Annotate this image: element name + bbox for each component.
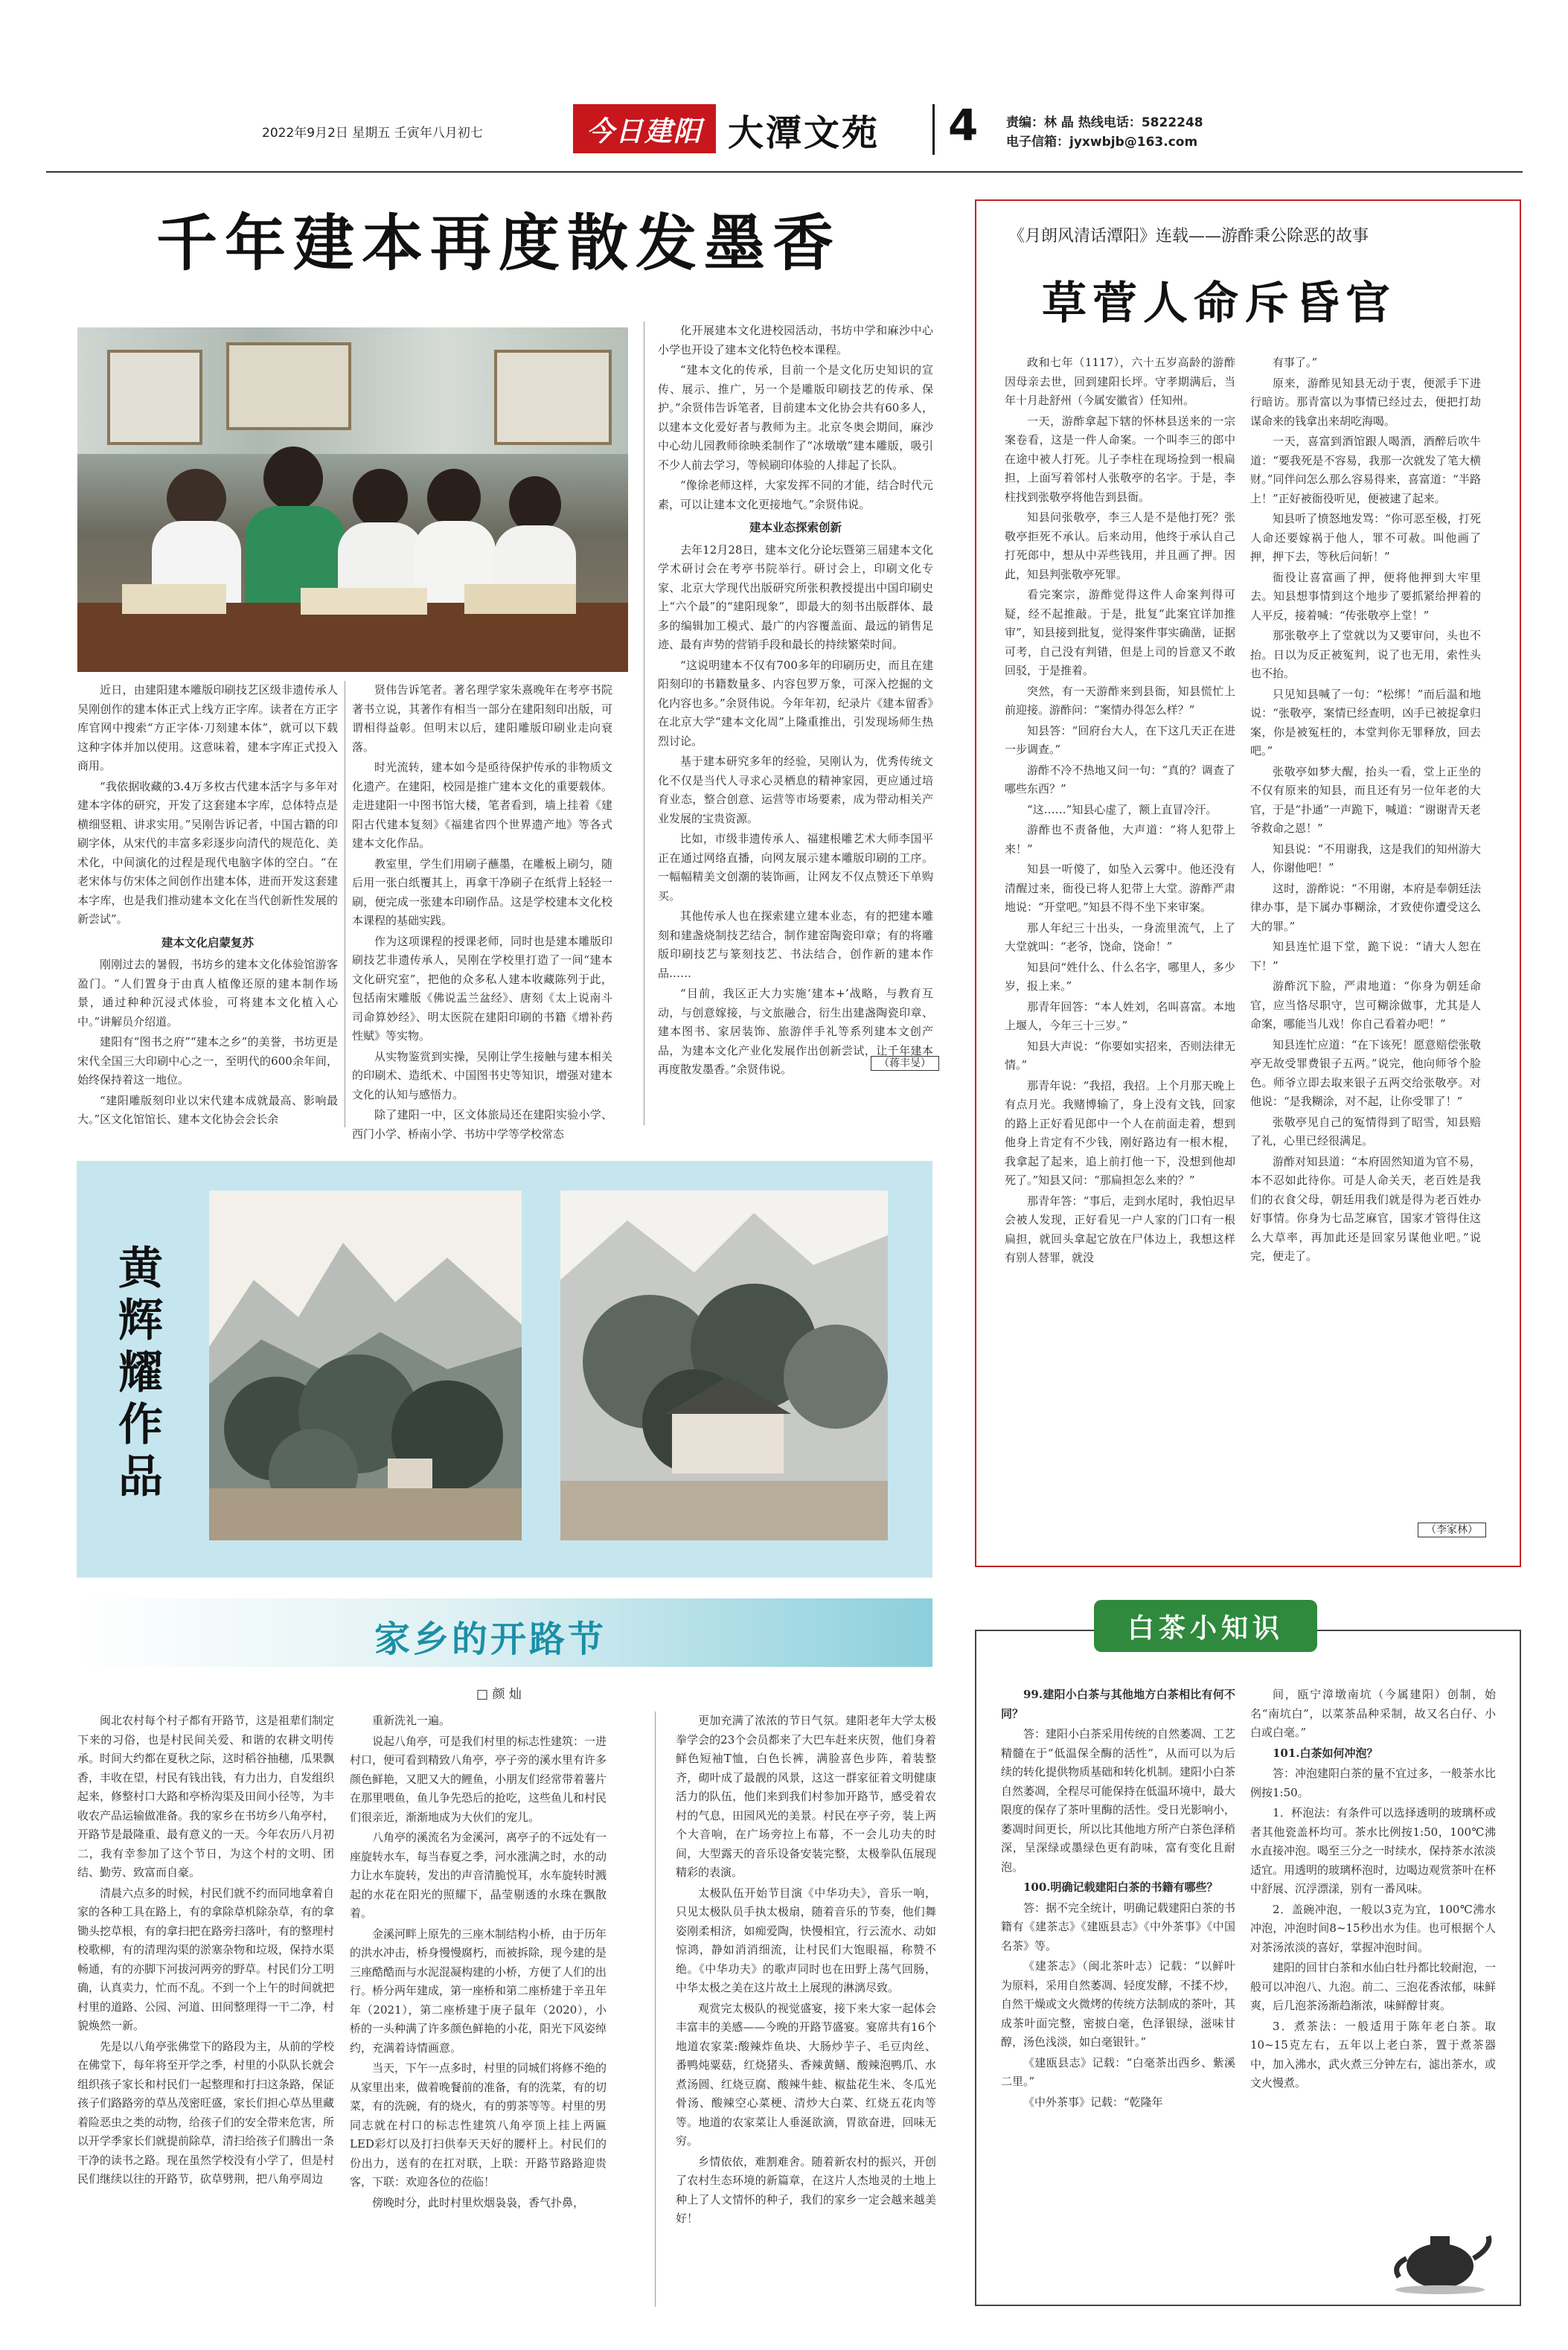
tea-answer: 答：建阳小白茶采用传统的自然萎凋、工艺精髓在于“低温保全酶的活性”，从而可以为后续的转化提供物质基础和转化机制。建阳小白茶自然萎凋，全程尽可能保持在低温环境中，最大限度的保存了茶叶里酶的活性。受日光影响小，萎凋时间更长，所以比其他地方所产白茶色泽稍深，呈深绿或墨绿色更有韵味，富有变化且耐泡。 bbox=[1001, 1727, 1236, 1874]
essay-author: □ 颜 灿 bbox=[476, 1687, 522, 1702]
paragraph: 那青年回答：“本人姓刘，名叫喜富。本地上堰人，今年三十三岁。” bbox=[1005, 999, 1235, 1032]
paragraph: “建本文化的传承，目前一个是文化历史知识的宣传、展示、推广，另一个是雕版印刷技艺的传承、保护。”余贤伟告诉笔者，目前建本文化协会共有60多人，以建本文化爱好者与教师为主。北京冬奥会期间，麻沙中心幼儿园教师徐映柔制作了“冰墩墩”建本雕版，吸引不少人前去学习，等候刷印体验的人排起了长队。 bbox=[658, 363, 933, 472]
paragraph: 知县说：“不用谢我，这是我们的知州游大人，你谢他吧！” bbox=[1250, 842, 1481, 874]
paragraph: 这时，游酢说：“不用谢，本府是奉朝廷法律办事，是下属办事糊涂，才致使你遭受这么大的罪。” bbox=[1250, 881, 1481, 933]
paragraph: 清晨六点多的时候，村民们就不约而同地拿着自家的各种工具在路上，有的拿除草机除杂草，有的拿锄头挖草根，有的拿扫把在路旁扫落叶，有的整理村校歌柳，有的清理沟渠的淤塞杂物和垃圾，保持水渠畅通，有的亦脚下河拔河两旁的野草。村民们分工明确，认真卖力，忙而不乱。不到一个上午的时间就把村里的道路、公园、河道、田间整理得一干二净，村貌焕然一新。 bbox=[77, 1886, 335, 2032]
paragraph: 八角亭的溪流名为金溪河，离亭子的不远处有一座旋转水车，每当春夏之季，河水涨满之时，水的动力让水车旋转，发出的声音清脆悦耳，水车旋转时溅起的水花在阳光的照耀下，晶莹剔透的水珠在飘散着。 bbox=[350, 1831, 607, 1920]
paragraph: 一天，游酢拿起下辖的怀林县送来的一宗案卷看，这是一件人命案。一个叫李三的郎中在途中被人打死。儿子李柱在现场捡到一根扁担，上面写着邻村人张敬亭的名字。于是，李柱找到张敬亭将他告到县衙。 bbox=[1005, 414, 1235, 504]
paragraph: 其他传承人也在探索建立建本业态，有的把建本雕刻和建盏烧制技艺结合，制作建窑陶瓷印章；有的将雕版印刷技艺与篆刻技艺、书法结合，创作新的建本作品…… bbox=[658, 909, 933, 980]
paragraph: 化开展建本文化进校园活动，书坊中学和麻沙中心小学也开设了建本文化特色校本课程。 bbox=[658, 324, 933, 356]
serial-series-title: 《月朗风清话潭阳》连载——游酢秉公除恶的故事 bbox=[1008, 227, 1369, 246]
serial-col1 bbox=[1005, 353, 1235, 1552]
masthead-divider bbox=[932, 104, 935, 155]
article1-subhead-1: 建本文化启蒙复苏 bbox=[161, 935, 254, 950]
tea-banner bbox=[1094, 1600, 1317, 1652]
tea-answer: 建阳的回甘白茶和水仙白牡丹都比较耐泡，一般可以冲泡八、九泡。前二、三泡花香浓郁，味鲜爽，后几泡茶汤渐趋渐浓，味鲜醇甘爽。 bbox=[1250, 1961, 1497, 2012]
main-headline: 千年建本再度散发墨香 bbox=[156, 208, 842, 279]
masthead-date: 2022年9月2日 星期五 壬寅年八月初七 bbox=[262, 126, 483, 141]
paragraph: 知县连忙应道：“在下该死！愿意赔偿张敬亭无故受罪费银子五两。”说完，他向师爷个脸色。师爷立即去取来银子五两交给张敬亭。对他说：“是我糊涂，对不起，让你受罪了！” bbox=[1250, 1037, 1481, 1108]
article1-col1 bbox=[77, 681, 338, 1127]
masthead-rule bbox=[46, 171, 1523, 173]
essay-col2 bbox=[350, 1712, 607, 2307]
paragraph: 教室里，学生们用刷子蘸墨，在雕板上刷匀，随后用一张白纸覆其上，再拿干净刷子在纸背上轻轻一刷，便完成一张建本印刷作品。这是学校建本文化校本课程的基础实践。 bbox=[352, 857, 612, 927]
paragraph: 更加充满了浓浓的节日气氛。建阳老年大学太极拳学会的23个会员都来了大巴车赶来庆贺，他们身着鲜色短袖T恤，白色长裤，满脸喜色步阵，着装整齐，砌叶成了最靓的风景，这这一群家征着文明健康活力的队伍，他们来到我们村参加开路节，感受着农村的气息，田园风光的美景。村民在亭子旁，装上两个大音响，在广场旁拉上布幕，不一会儿功夫的时间，大型露天的音乐设备安装完整，太极拳队伍展现精彩的表演。 bbox=[676, 1714, 936, 1879]
paragraph: 近日，由建阳建本雕版印刷技艺区级非遗传承人吴刚创作的建本体正式上线方正字库。读者在方正字库官网中搜索“方正字体·刀刻建本体”，就可以下载这种字体并加以使用。这意味着，建本字库正式投入商用。 bbox=[77, 683, 338, 772]
paragraph: “像徐老师这样，大家发挥不同的才能，结合时代元素，可以让建本文化更接地气。”余贤伟说。 bbox=[658, 478, 933, 511]
article1-col3-text bbox=[658, 321, 933, 514]
article1-col1b-text bbox=[77, 955, 338, 1130]
section-name: 大潭文苑 bbox=[728, 112, 880, 154]
essay-col1 bbox=[77, 1712, 334, 2307]
email-info: 电子信箱：jyxwbjb@163.com bbox=[1006, 135, 1198, 150]
newspaper-logo bbox=[573, 104, 716, 153]
paragraph: 去年12月28日，建本文化分论坛暨第三届建本文化学术研讨会在考亭书院举行。研讨会上，印刷文化专家、北京大学现代出版研究所张积教授提出中国印刷史上“六个最”的“建阳现象”，即最大的刻书出版群体、最多的编辑加工模式、最广的内容覆盖面、最远的销售足迹、最有声势的营销手段和最长的持续繁荣时间。 bbox=[658, 542, 933, 651]
essay-banner bbox=[77, 1598, 932, 1667]
paragraph: 建阳有“图书之府”“建本之乡”的美誉，书坊更是宋代全国三大印刷中心之一，至明代的600余年间，始终保持着这一地位。 bbox=[77, 1035, 338, 1086]
landscape-painting-2 bbox=[560, 1191, 888, 1540]
paragraph: 作为这项课程的授课老师，同时也是建本雕版印刷技艺非遗传承人，吴刚在学校里打造了一间“建本文化研究室”，把他的众多私人建本收藏陈列于此，包括南宋雕版《佛说盂兰盆经》、唐刻《太上说南斗司命算妙经》、明太医院在建阳印刷的书籍《增补药性赋》等实物。 bbox=[352, 934, 612, 1043]
logo-text: 今日建阳 bbox=[586, 115, 703, 147]
paragraph: “目前，我区正大力实施‘建本+’战略，与教育互动，与创意嫁接，与文旅融合，衍生出建盏陶瓷印章、建本图书、家居装饰、旅游伴手礼等系列建本文创产品，为建本文化产业化发展作出创新尝试，让千年建本再度散发墨香。”余贤伟说。 bbox=[658, 987, 933, 1076]
paragraph: “这……”知县心虚了，额上直冒冷汗。 bbox=[1027, 802, 1217, 816]
tea-question: 101.白茶如何冲泡？ bbox=[1273, 1746, 1378, 1760]
tea-question: 99.建阳小白茶与其他地方白茶相比有何不同？ bbox=[1001, 1688, 1235, 1720]
paragraph: 基于建本研究多年的经验，吴刚认为，优秀传统文化不仅是当代人寻求心灵栖息的精神家园，更应通过培育业态，整合创意、运营等市场要素，成为带动相关产业发展的宝贵资源。 bbox=[658, 755, 933, 825]
paragraph: 说起八角亭，可是我们村里的标志性建筑：一进村口，便可看到精致八角亭，亭子旁的溪水里有许多颜色鲜艳，又肥又大的鲤鱼，小朋友们经常带着薯片在那里喂鱼，鱼儿争先恐后的抢吃，这些鱼儿和村民们很亲近，渐渐地成为大伙们的宠儿。 bbox=[350, 1734, 607, 1824]
paragraph: 知县听了愤怒地发骂：“你可恶至极，打死人命还要嫁祸于他人，罪不可赦。叫他画了押，押下去，等秋后问斩！” bbox=[1250, 512, 1481, 563]
paragraph: 先是以八角亭张佛堂下的路段为主，从前的学校在佛堂下，每年将至开学之季，村里的小队队长就会组织孩子家长和村民们一起整理和打扫这条路，保证孩子们路路旁的草丛茂密旺盛，家长们担心草丛里藏着险恶虫之类的动物，给孩子们的安全带来危害，所以开学季家长们就提前除草，清扫给孩子们腾出一条干净的读书之路。现在虽然学校没有小学了，但是村民们继续以往的开路节，砍草劈荆，把八角亭周边 bbox=[77, 2039, 335, 2186]
paragraph: 游酢不冷不热地又问一句：“真的？调查了哪些东西？” bbox=[1005, 763, 1235, 795]
paragraph: “我依据收藏的3.4万多枚古代建本活字与多年对建本字体的研究，开发了这套建本字库，总体特点是横细竖粗、讲求实用。”吴刚告诉记者，中国古籍的印刷字体，从宋代的丰富多彩逐步向清代的规范化、美术化，中间演化的过程是现代电脑字体的空白。“在老宋体与仿宋体之间创作出建本体，进而开发这套建本字库，也是我们推动建本文化在当代创新性发展的新尝试”。 bbox=[77, 779, 338, 926]
tea-answer: 《建瓯县志》记载：“白毫茶出西乡、紫溪二里。” bbox=[1001, 2055, 1235, 2088]
paragraph: 当天，下午一点多时，村里的同城们将修不绝的从家里出来，做着晚餐前的准备，有的洗菜，有的切菜，有的洗碗，有的烧火，有的剪茶等等。村里的男同志就在村口的标志性建筑八角亭顶上挂上两匾LED彩灯以及打扫供奉天天好的腰杆上。村民们的份出力，送有的在扛对联，上联：开路节路路迎贵客，下联：欢迎各位的莅临！ bbox=[350, 2061, 607, 2189]
paragraph: 时光流转，建本如今是亟待保护传承的非物质文化遗产。在建阳，校园是推广建本文化的重要载体。走进建阳一中图书馆大楼，笔者看到，墙上挂着《建阳古代建本复刻》《福建省四个世界遗产地》等各式建本文化作品。 bbox=[352, 761, 612, 850]
tea-answer: 答：冲泡建阳白茶的量不宜过多，一般茶水比例按1:50。 bbox=[1250, 1767, 1497, 1799]
paragraph: 重新洗礼一遍。 bbox=[372, 1714, 451, 1727]
paragraph: 知县问张敬亭，李三人是不是他打死？张敬亭拒死不承认。后来动用，他终于承认自己打死郎中，想从中弄些钱用，并且画了押。因此，知县判张敬亭死罪。 bbox=[1005, 510, 1235, 581]
article1-col3b-text bbox=[658, 541, 933, 1080]
paragraph: 刚刚过去的暑假，书坊乡的建本文化体验馆游客盈门。“人们置身于由真人植像还原的建本制作场景，通过种种沉浸式体验，可将建本文化植入心中。”讲解员介绍道。 bbox=[77, 958, 338, 1028]
serial-author-box: （李家林） bbox=[1418, 1523, 1486, 1537]
teapot-illustration bbox=[1384, 2206, 1496, 2296]
artist-title: 黄辉耀作品 bbox=[118, 1243, 163, 1503]
serial-headline: 草菅人命斥昏官 bbox=[1042, 278, 1396, 330]
paragraph: 知县问“姓什么、什么名字，哪里人，多少岁，报上来。” bbox=[1005, 960, 1235, 993]
paragraph: 观赏完太极队的视觉盛宴，接下来大家一起体会丰富丰的美感——今晚的开路节盛宴。宴席共有16个地道农家菜:酸辣炸鱼块、大肠炒芋子、毛豆肉丝、番鸭炖粟菇，红烧猪头、香辣黄鳝、酸辣泡鸭爪、水煮汤圆、红烧豆腐、酸辣牛蛙、椒盐花生米、冬瓜光骨汤、酸辣空心菜梗、清炒大白菜、红烧五花肉等等。地道的农家菜让人垂涎欲滴，胃欲奋进，回味无穷。 bbox=[676, 2001, 936, 2148]
serial-author bbox=[1418, 1522, 1486, 1537]
editor-info: 责编：林 晶 热线电话：5822248 bbox=[1006, 115, 1203, 130]
serial-col2 bbox=[1250, 353, 1481, 1514]
paragraph: 只见知县喊了一句：“松绑！”而后温和地说：“张敬亭，案情已经查明，凶手已被捉拿归案，你是被冤枉的，本堂判你无罪释放，回去吧。” bbox=[1250, 687, 1481, 758]
paragraph: 张敬亭如梦大醒，抬头一看，堂上正坐的不仅有原来的知县，而且还有另一位年老的大官，于是“扑通”一声跪下，喊道：“谢谢青天老爷救命之恩！” bbox=[1250, 764, 1481, 835]
paragraph: “这说明建本不仅有700多年的印刷历史，而且在建阳刻印的书籍数量多、内容包罗万象，可深入挖掘的文化内容也多。”余贤伟说。今年年初，纪录片《建本留香》在北京大学“建本文化周”上隆重推出，引发现场师生热烈讨论。 bbox=[658, 658, 933, 748]
paragraph: “建阳雕版刻印业以宋代建本成就最高、影响最大。”区文化馆馆长、建本文化协会会长余 bbox=[77, 1093, 338, 1126]
tea-col2 bbox=[1250, 1685, 1496, 2206]
paragraph: 金溪河畔上原先的三座木制结构小桥，由于历年的洪水冲击，桥身慢慢腐朽，而被拆除，现今建的是三座酷酷而与水泥混凝构建的小桥，方便了人们的出行。桥分两年建成，第一座桥和第二座桥建于辛丑年年（2021），第二座桥建于庚子鼠年（2020），小桥的一头种满了许多颜色鲜艳的小花，阳光下风姿绰约，充满着诗情画意。 bbox=[350, 1927, 607, 2055]
paragraph: 傍晚时分，此时村里炊烟袅袅，香气扑鼻， bbox=[372, 2195, 585, 2209]
paragraph: 游酢沉下脸，严肃地道：“你身为朝廷命官，应当恪尽职守，岂可糊涂做事，尤其是人命案，哪能当儿戏！你自己看着办吧！” bbox=[1250, 979, 1481, 1031]
article1-subhead-2: 建本业态探索创新 bbox=[749, 521, 842, 534]
paragraph: 政和七年（1117），六十五岁高龄的游酢因母亲去世，回到建阳长坪。守孝期满后，当年十月赴舒州（今属安徽省）任知州。 bbox=[1005, 356, 1235, 407]
paragraph: 突然，有一天游酢来到县衙，知县慌忙上前迎接。游酢问：“案情办得怎么样？” bbox=[1005, 684, 1235, 717]
paragraph: 比如，市级非遗传承人、福建根雕艺术大师李国平正在通过网络直播，向网友展示建本雕版印刷的工序。一幅幅精美文创潮的装饰画，让网友不仅点赞还下单购买。 bbox=[658, 832, 933, 903]
article1-col2 bbox=[352, 681, 612, 1141]
paragraph: 乡情依依，难割难舍。随着新农村的振兴，开创了农村生态环境的新篇章，在这片人杰地灵的土地上种上了人文情怀的种子，我们的家乡一定会越来越美好！ bbox=[676, 2154, 936, 2225]
article-photo bbox=[77, 327, 628, 672]
paragraph: 知县大声说：“你要如实招来，否则法律无情。” bbox=[1005, 1039, 1235, 1072]
essay-col3 bbox=[676, 1712, 936, 2307]
tea-answer: 间，瓯宁漳墩南坑（今属建阳）创制，始名“南坑白”，以菜茶品种采制，故又名白仔、小白或白毫。” bbox=[1250, 1688, 1496, 1739]
landscape-painting-1 bbox=[209, 1191, 522, 1540]
paragraph: 太极队伍开始节目演《中华功夫》，音乐一响，只见太极队员手执太极扇，随着音乐的节奏，他们舞姿刚柔相济，如痴爱陶，快慢相宜，行云流水、动如惊鸿，静如消消细流，让村民们大饱眼福，称赞不绝。《中华功夫》的歌声同时也在田野上荡气回肠，中华太极之美在这片故土上展现的淋漓尽致。 bbox=[676, 1886, 936, 1994]
artwork-panel bbox=[77, 1161, 932, 1578]
paragraph: 游酢对知县道：“本府固然知道为官不易，本不忍如此待你。可是人命关天，老百姓是我们的衣食父母，朝廷用我们就是得为老百姓办好事情。你身为七品芝麻官，国家才管得住这么大草率，再加此还是回家另谋他业吧。”说完，便走了。 bbox=[1250, 1154, 1481, 1263]
paragraph: 除了建阳一中，区文体旅局还在建阳实验小学、西门小学、桥南小学、书坊中学等学校常态 bbox=[352, 1108, 612, 1141]
essay-title: 家乡的开路节 bbox=[374, 1619, 607, 1660]
tea-answer: 《建茶志》（闽北茶叶志）记载：“以鲜叶为原料，采用自然萎凋、轻度发酵，不揉不炒，自然干燥或文火微烤的传统方法制成的茶叶，其成茶叶面完整，密披白毫，色泽银绿，滋味甘醇，汤色浅淡，如白毫银针。” bbox=[1001, 1959, 1236, 2049]
essay-col-rule bbox=[655, 1712, 656, 2307]
tea-answer: 2．盖碗冲泡，一般以3克为宜，100℃沸水冲泡，冲泡时间8~15秒出水为佳。也可根据个人对茶汤浓淡的喜好，掌握冲泡时间。 bbox=[1250, 1902, 1496, 1954]
page-number: 4 bbox=[948, 100, 979, 150]
paragraph: 游酢也不责备他，大声道：“将人犯带上来！” bbox=[1005, 823, 1235, 856]
paragraph: 那青年答：“事后，走到水尾时，我怕迟早会被人发现，正好看见一户人家的门口有一根扁担，就回头拿起它放在尸体边上，我想这样有别人替罪，就没 bbox=[1005, 1194, 1235, 1264]
paragraph: 从实物鉴赏到实操，吴刚让学生接触与建本相关的印刷术、造纸术、中国图书史等知识，增强对建本文化的认知与感悟力。 bbox=[352, 1049, 612, 1101]
paragraph: 那人年纪三十出头，一身流里流气，上了大堂就叫：“老爷，饶命，饶命！” bbox=[1005, 921, 1235, 953]
paragraph: 贤伟告诉笔者。著名理学家朱熹晚年在考亭书院著书立说，其著作有相当一部分在建阳刻印出版，可谓相得益彰。但明末以后，建阳雕版印刷业走向衰落。 bbox=[352, 683, 612, 754]
paragraph: 那青年说：“我招，我招。上个月那天晚上有点月光。我赌博输了，身上没有文钱，回家的路上正好看见郎中一个人在前面走着，想到他身上肯定有不少钱，刚好路边有一根木棍，我拿起了起来，追上前打他一下，没想到他却死了。”知县又问：“那扁担怎么来的？” bbox=[1005, 1078, 1235, 1187]
tea-answer: 1．杯泡法：有条件可以选择透明的玻璃杯或者其他瓷盖杯均可。茶水比例按1:50，100℃沸水直接冲泡。喝至三分之一时续水，保持茶水浓淡适宜。用透明的玻璃杯泡时，边喝边观赏茶叶在杯中舒展、沉浮漂漾，别有一番风味。 bbox=[1250, 1806, 1497, 1895]
paragraph: 知县一听傻了，如坠入云雾中。他还没有清醒过来，衙役已将人犯带上大堂。游酢严肃地说：“开堂吧。”知县不得不坐下来审案。 bbox=[1005, 862, 1235, 914]
tea-answer: 3．煮茶法：一般适用于陈年老白茶。取10~15克左右，五年以上老白茶，置于煮茶器中，加入沸水，武火煮三分钟左右，滤出茶水，或文火慢煮。 bbox=[1250, 2019, 1497, 2090]
paragraph: 闽北农村每个村子都有开路节，这是祖辈们制定下来的习俗，也是村民间关爱、和谐的农耕文明传承。时间大约都在夏秋之际，这时稻谷抽穗，瓜果飘香，丰收在望，村民有钱出钱，有力出力，自发组织起来，修整村口大路和亭桥沟渠及田间小径等，为丰收农产品运输做准备。我的家乡在书坊乡八角亭村，开路节是最隆重、最有意义的一天。今年农历八月初二，我有幸参加了这个节日，为这个村的文明、团结、勤劳、致富而自豪。 bbox=[77, 1714, 335, 1879]
tea-answer: 《中外茶事》记载：“乾隆年 bbox=[1023, 2095, 1163, 2109]
paragraph: 知县答：“回府台大人，在下这几天正在进一步调查。” bbox=[1005, 723, 1235, 756]
tea-answer: 答：据不完全统计，明确记载建阳白茶的书籍有《建茶志》《建瓯县志》《中外茶事》《中国名茶》等。 bbox=[1001, 1901, 1236, 1953]
tea-question: 100.明确记载建阳白茶的书籍有哪些？ bbox=[1023, 1880, 1218, 1894]
article1-author-box: （蒋丰旻） bbox=[871, 1056, 939, 1071]
tea-col1 bbox=[1001, 1685, 1235, 2296]
paragraph: 有事了。” bbox=[1273, 356, 1318, 369]
paragraph: 那张敬亭上了堂就以为又要审问，头也不抬。日以为反正被冤判，说了也无用，索性头也不抬。 bbox=[1250, 629, 1481, 680]
paragraph: 一天，喜富到酒馆跟人喝酒，酒醉后吹牛道：“要我死是不容易，我那一次就发了笔大横财。”同伴问怎么那么容易得来，喜富道：“半路上！”正好被衙役听见，便被逮了起来。 bbox=[1250, 435, 1481, 505]
paragraph: 衙役让喜富画了押，便将他押到大牢里去。知县想事情到这个地步了要抓紧给押着的人平反，接着喊：“传张敬亭上堂！” bbox=[1250, 570, 1481, 622]
paragraph: 看完案宗，游酢觉得这件人命案判得可疑，经不起推敲。于是，批复“此案宜详加推审”，知县接到批复，觉得案件事实确凿，证据可考，自己没有判错，但是上司的旨意又不敢回驳，于是推着。 bbox=[1005, 588, 1235, 677]
article1-col1-text bbox=[77, 681, 338, 929]
paragraph: 知县连忙退下堂，跪下说：“请大人恕在下！” bbox=[1250, 940, 1481, 973]
tea-banner-title: 白茶小知识 bbox=[1127, 1613, 1284, 1644]
paragraph: 原来，游酢见知县无动于衷，便派手下进行暗访。那青富以为事情已经过去，便把打劫谋命来的钱拿出来胡吃海喝。 bbox=[1250, 376, 1481, 428]
paragraph: 张敬亭见自己的冤情得到了昭雪，知县赔了礼，心里已经很满足。 bbox=[1250, 1115, 1481, 1147]
article1-author bbox=[871, 1055, 939, 1070]
